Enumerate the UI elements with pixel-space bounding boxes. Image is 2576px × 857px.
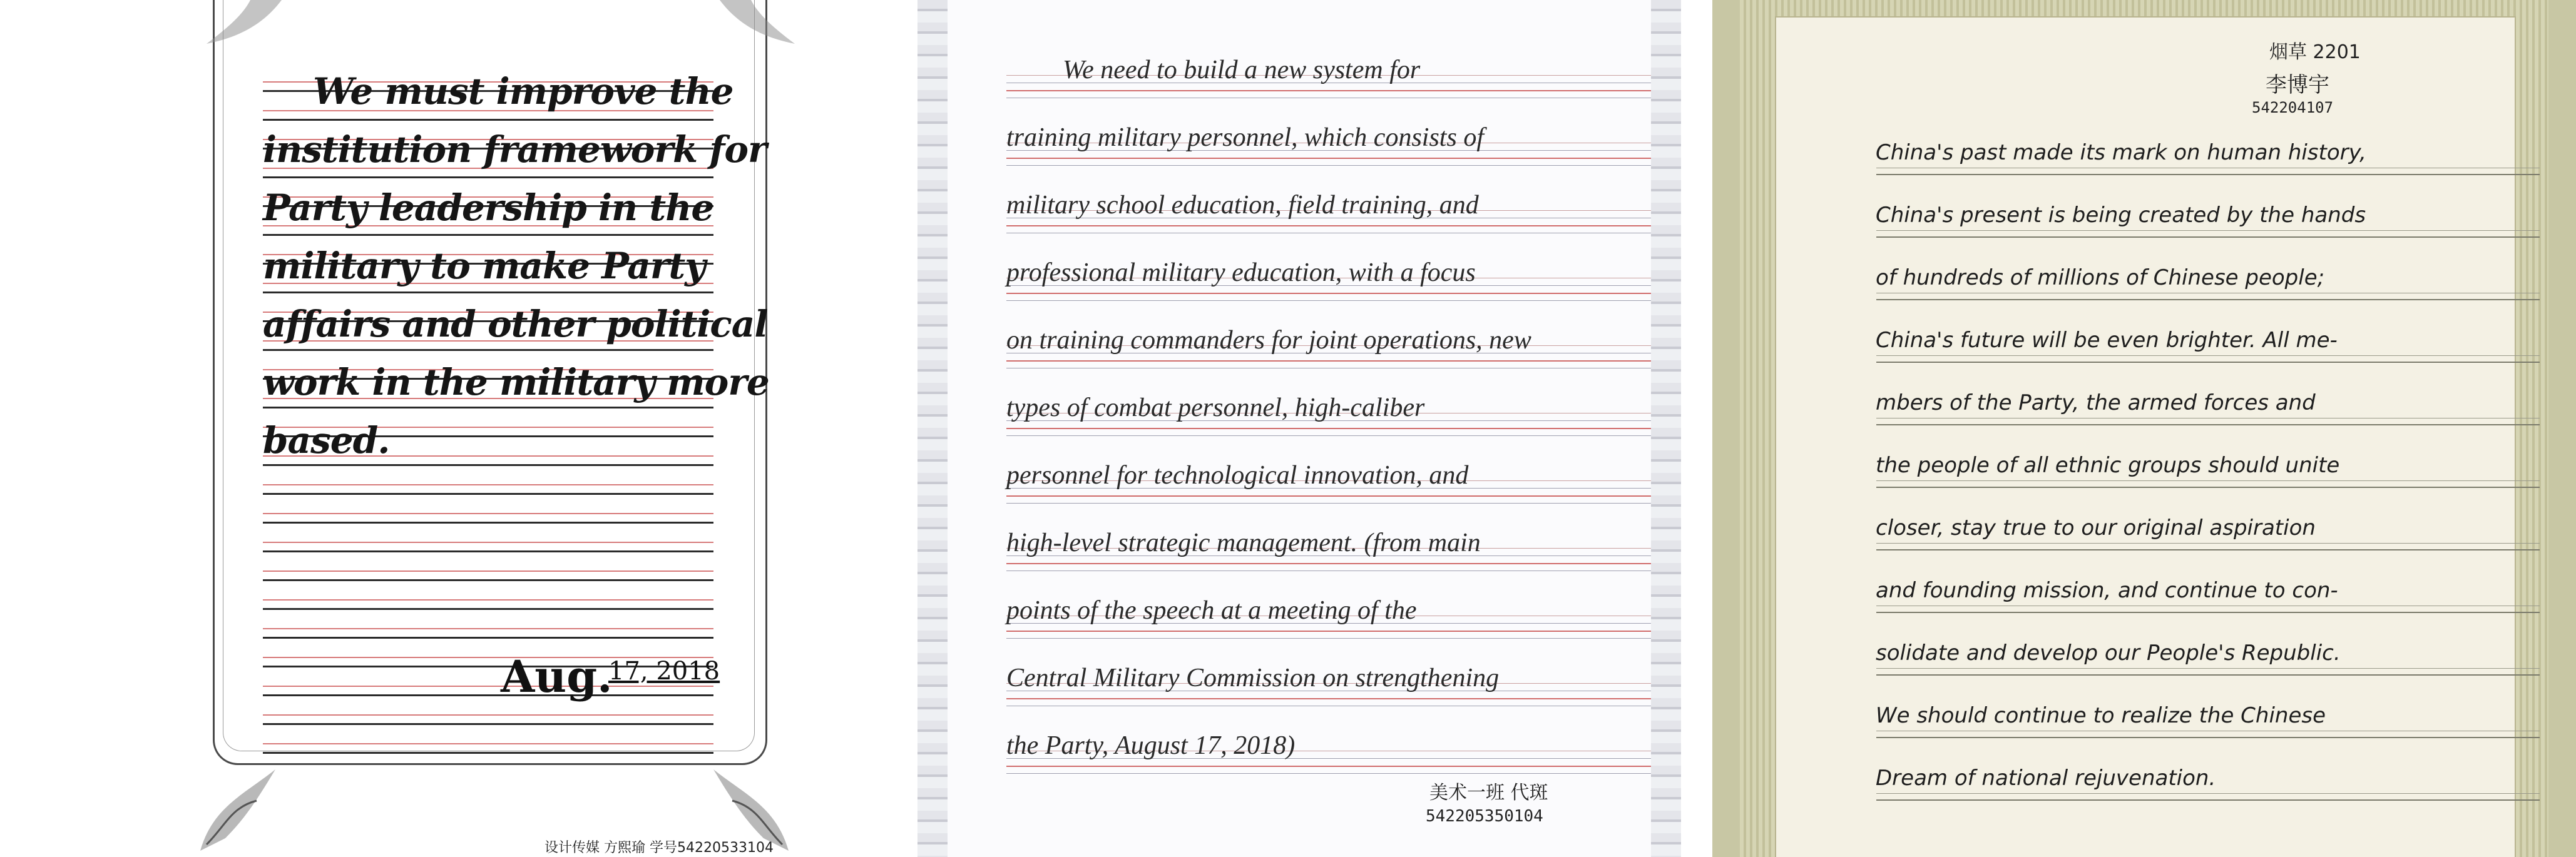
handwriting-line: personnel for technological innovation, and xyxy=(1006,461,1469,490)
handwriting-line: affairs and other political xyxy=(263,303,768,345)
rule-line xyxy=(1006,503,1651,504)
handwriting-line: China's future will be even brighter. All me- xyxy=(1876,328,2338,353)
rule-line xyxy=(263,686,713,687)
handwriting-line: and founding mission, and continue to con- xyxy=(1876,578,2338,603)
rule-line xyxy=(1006,495,1651,497)
rule-line xyxy=(1876,236,2540,238)
rule-line xyxy=(1876,674,2540,676)
handwriting-line: high-level strategic management. (from main xyxy=(1006,529,1481,557)
handwriting-line: We need to build a new system for xyxy=(1063,56,1421,84)
handwriting-line: professional military education, with a focus xyxy=(1006,258,1476,287)
handwriting-line: the Party, August 17, 2018) xyxy=(1006,731,1296,760)
calligraphy-sheet-3 xyxy=(1712,0,2576,857)
handwriting-line: We must improve the xyxy=(313,70,733,113)
rule-line xyxy=(263,570,713,572)
rule-line xyxy=(263,694,713,696)
rule-line xyxy=(263,407,713,408)
rule-line xyxy=(1006,428,1651,429)
handwriting-line: military school education, field training, and xyxy=(1006,191,1479,220)
student-id: 542204107 xyxy=(2252,99,2334,116)
handwriting-line: Central Military Commission on strengthening xyxy=(1006,664,1500,692)
rule-line xyxy=(263,608,713,610)
credit-text: 设计传媒 方熙瑜 学号54220533104 xyxy=(544,840,774,856)
handwriting-line: Dream of national rejuvenation. xyxy=(1876,766,2216,791)
rule-line xyxy=(263,493,713,495)
handwriting-line: China's present is being created by the hands xyxy=(1876,203,2366,228)
handwriting-line: points of the speech at a meeting of the xyxy=(1006,596,1417,625)
rule-line xyxy=(1876,793,2540,794)
rule-line xyxy=(263,542,713,543)
rule-line xyxy=(263,522,713,524)
rule-line xyxy=(263,513,713,514)
rule-line xyxy=(1876,424,2540,425)
rule-line xyxy=(263,484,713,485)
handwriting-line: solidate and develop our People's Republic. xyxy=(1876,641,2341,666)
rule-line xyxy=(1006,225,1651,226)
handwriting-line: types of combat personnel, high-caliber xyxy=(1006,393,1425,422)
rule-line xyxy=(263,464,713,466)
handwriting-line: work in the military more xyxy=(263,361,769,403)
rule-line xyxy=(263,349,713,351)
rule-line xyxy=(1006,698,1651,699)
rule-line xyxy=(1006,293,1651,294)
panel-gap xyxy=(1681,0,1712,857)
rule-line xyxy=(263,752,713,754)
handwriting-line: the people of all ethnic groups should unite xyxy=(1876,453,2340,478)
date-label: Aug. xyxy=(501,651,613,702)
rule-line xyxy=(1876,230,2540,231)
calligraphy-sheet-2 xyxy=(917,0,1681,857)
rule-line xyxy=(263,637,713,639)
rule-line xyxy=(263,743,713,744)
handwriting-line: based. xyxy=(263,419,390,462)
panel-gap xyxy=(826,0,917,857)
handwriting-line: mbers of the Party, the armed forces and xyxy=(1876,390,2316,415)
rule-line xyxy=(263,723,713,725)
rule-line xyxy=(1006,563,1651,564)
handwriting-line: on training commanders for joint operations, new xyxy=(1006,326,1531,355)
rule-line xyxy=(1876,487,2540,488)
handwriting-line: training military personnel, which consists of xyxy=(1006,123,1484,152)
rule-line xyxy=(1876,612,2540,613)
rule-line xyxy=(1006,570,1651,571)
rule-line xyxy=(1876,480,2540,481)
signature: 李博宇 xyxy=(2266,73,2329,98)
rule-line xyxy=(263,119,713,121)
rule-line xyxy=(263,579,713,581)
rule-line xyxy=(1006,631,1651,632)
rule-line xyxy=(263,292,713,293)
corner-ornament-icon xyxy=(200,0,288,50)
rule-line xyxy=(1006,165,1651,166)
rule-line xyxy=(1006,766,1651,767)
rule-line xyxy=(1006,90,1651,91)
rule-line xyxy=(1876,362,2540,363)
handwriting-line: China's past made its mark on human history, xyxy=(1876,140,2366,165)
rule-line xyxy=(1876,174,2540,175)
rule-line xyxy=(263,234,713,236)
rule-line xyxy=(1876,299,2540,300)
rule-line xyxy=(1876,355,2540,356)
rule-line xyxy=(1876,799,2540,801)
corner-ornament-icon xyxy=(713,0,801,50)
ruled-lines xyxy=(1876,0,2540,857)
handwriting-line: We should continue to realize the Chinese xyxy=(1876,703,2326,728)
class-label: 烟草 2201 xyxy=(2269,41,2361,63)
rule-line xyxy=(1876,737,2540,738)
date-value: 17, 2018 xyxy=(608,657,720,686)
rule-line xyxy=(1006,638,1651,639)
corner-ornament-icon xyxy=(188,732,288,857)
handwriting-line: Party leadership in the xyxy=(263,186,714,229)
rule-line xyxy=(263,176,713,178)
rule-line xyxy=(263,599,713,601)
rule-line xyxy=(1006,300,1651,301)
rule-line xyxy=(1876,543,2540,544)
rule-line xyxy=(1006,435,1651,436)
rule-line xyxy=(1006,773,1651,774)
handwriting-line: closer, stay true to our original aspiration xyxy=(1876,515,2316,540)
decorative-border xyxy=(917,0,948,857)
handwriting-line: institution framework for xyxy=(263,128,767,171)
rule-line xyxy=(1876,668,2540,669)
student-id: 542205350104 xyxy=(1426,807,1543,826)
decorative-border xyxy=(1651,0,1681,857)
calligraphy-sheet-1 xyxy=(0,0,826,857)
rule-line xyxy=(1006,360,1651,362)
rule-line xyxy=(263,628,713,629)
signature: 美术一班 代斑 xyxy=(1429,782,1548,804)
rule-line xyxy=(1006,158,1651,159)
handwriting-line: of hundreds of millions of Chinese people; xyxy=(1876,265,2325,290)
handwriting-line: military to make Party xyxy=(263,245,705,287)
rule-line xyxy=(1876,549,2540,550)
rule-line xyxy=(263,714,713,716)
rule-line xyxy=(263,550,713,552)
